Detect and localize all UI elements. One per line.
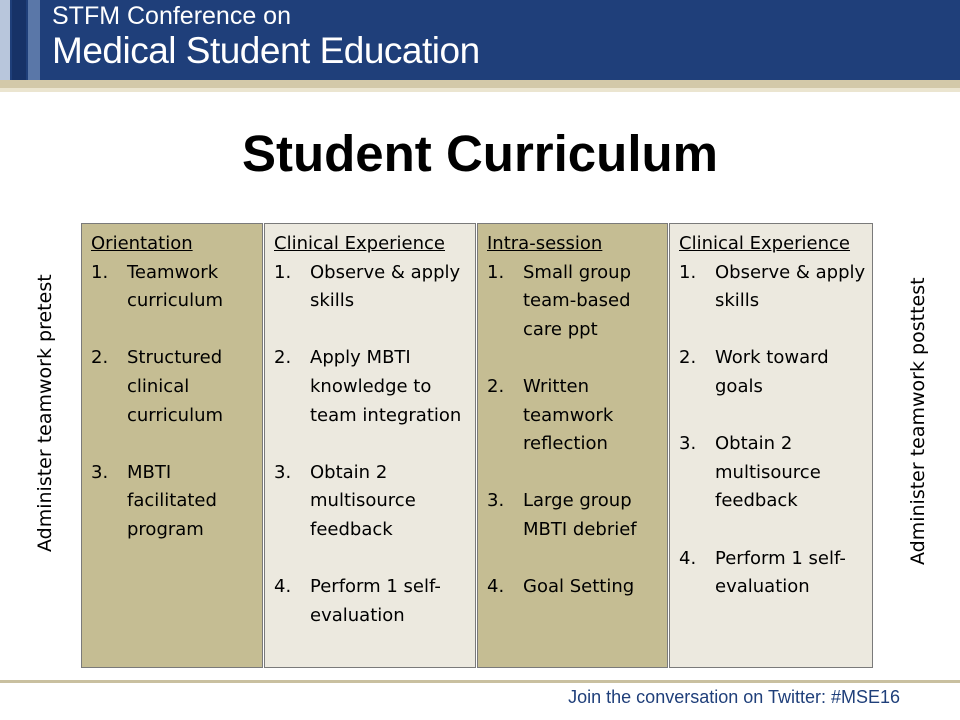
footer-divider [0, 680, 960, 683]
list-item: 4. Perform 1 self-evaluation [274, 576, 441, 626]
column-clinical-experience-2 [669, 223, 873, 668]
list-item: 1. Observe & apply skills [679, 261, 866, 312]
conference-header [0, 0, 960, 80]
conference-name-line1: STFM Conference on [52, 2, 291, 30]
column-heading: Orientation [91, 233, 193, 254]
column-orientation [81, 223, 263, 668]
item-list [274, 259, 469, 631]
list-item: 3. Obtain 2 multisource feedback [679, 433, 821, 512]
list-item: 2. Apply MBTI knowledge to team integration [274, 347, 462, 426]
header-stripe [28, 0, 40, 80]
column-heading: Intra-session [487, 233, 603, 254]
pretest-label: Administer teamwork pretest [34, 274, 56, 552]
column-heading: Clinical Experience [274, 233, 446, 254]
header-stripe [12, 0, 26, 80]
list-item: 2. Work toward goals [679, 347, 829, 397]
list-item: 1. Small group team-based care ppt [487, 261, 631, 340]
twitter-hashtag-footer: Join the conversation on Twitter: #MSE16 [568, 687, 900, 707]
list-item: 2. Structured clinical curriculum [91, 347, 224, 426]
header-stripe [0, 0, 10, 80]
header-accent-bar [0, 88, 960, 92]
header-accent-bar [0, 80, 960, 88]
column-heading: Clinical Experience [679, 233, 851, 254]
list-item: 4. Goal Setting [487, 576, 635, 598]
list-item: 1. Observe & apply skills [274, 261, 461, 312]
item-list [487, 259, 661, 602]
conference-name-line2: Medical Student Education [52, 30, 480, 71]
item-list [679, 259, 866, 602]
list-item: 3. Obtain 2 multisource feedback [274, 461, 416, 540]
column-clinical-experience-1 [264, 223, 476, 668]
slide-title: Student Curriculum [241, 125, 718, 182]
list-item: 3. Large group MBTI debrief [487, 490, 637, 540]
column-intra-session [477, 223, 668, 668]
item-list [91, 259, 256, 545]
list-item: 1. Teamwork curriculum [91, 261, 224, 312]
posttest-label: Administer teamwork posttest [907, 277, 929, 565]
list-item: 2. Written teamwork reflection [487, 375, 614, 455]
list-item: 4. Perform 1 self-evaluation [679, 547, 846, 598]
list-item: 3. MBTI facilitated program [91, 461, 217, 540]
